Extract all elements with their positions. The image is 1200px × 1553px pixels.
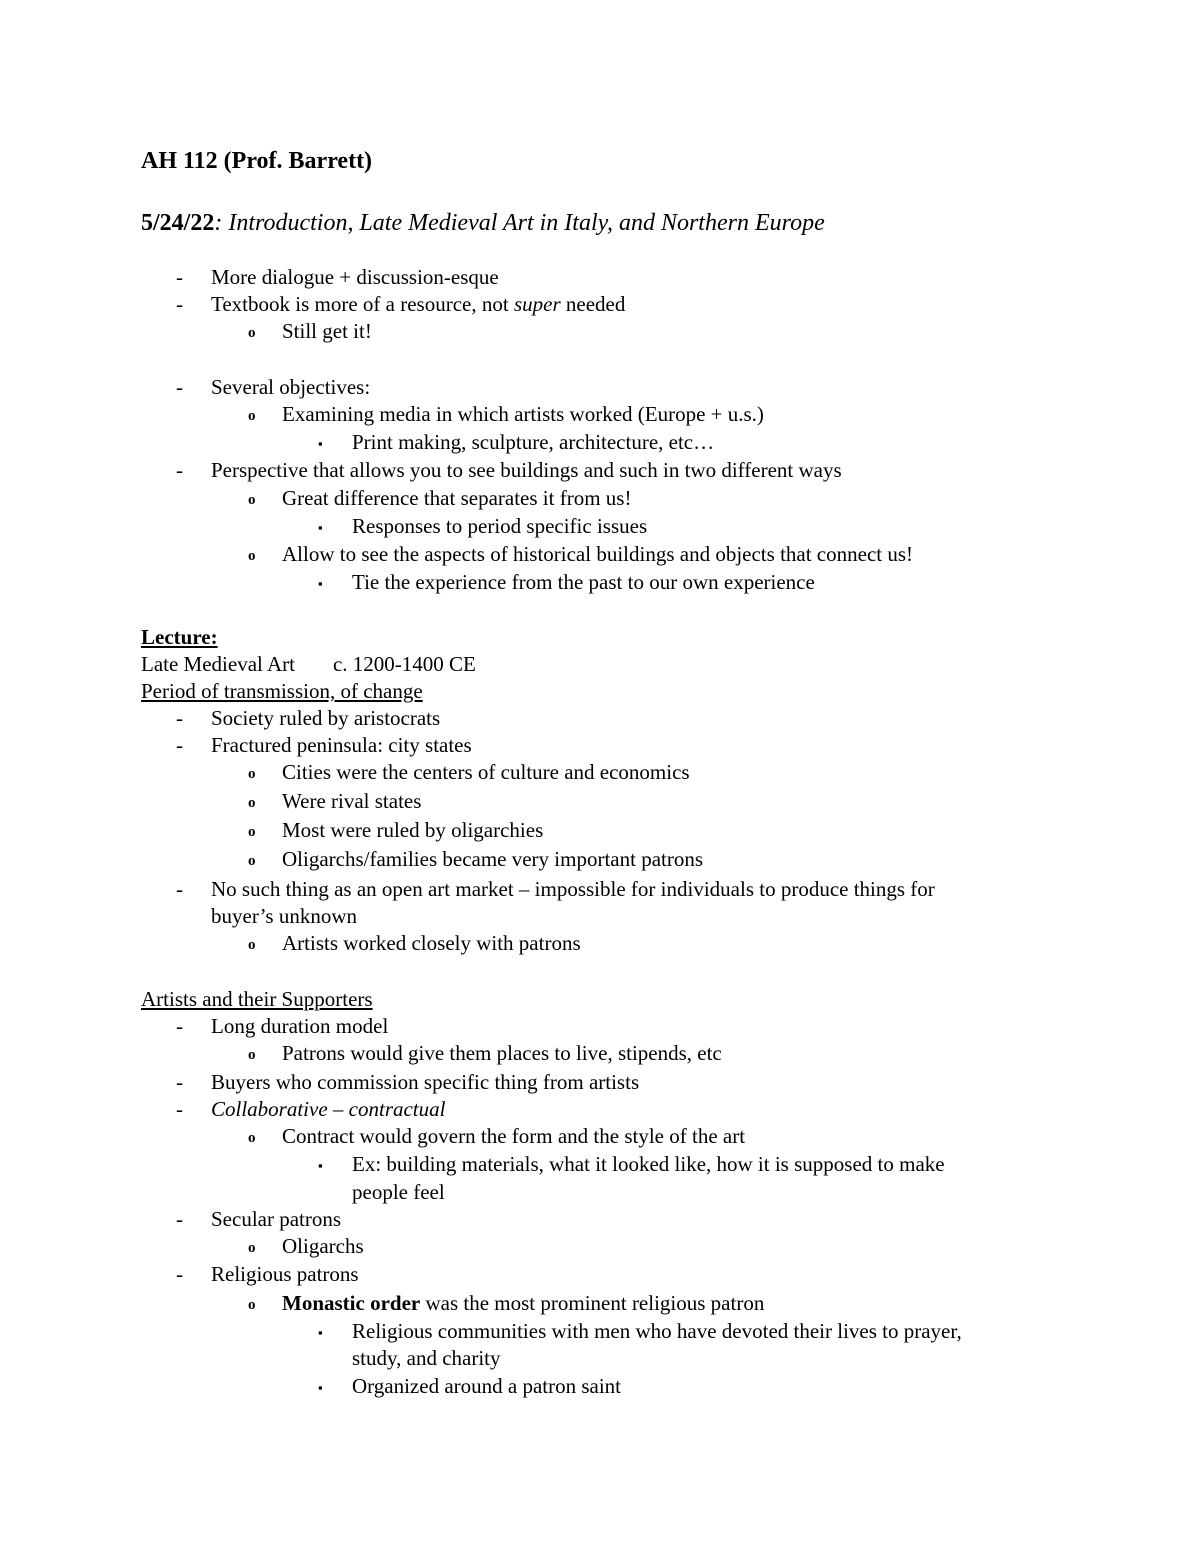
square-bullet-marker: ▪: [318, 436, 323, 451]
note-line: Cities were the centers of culture and economics: [282, 760, 690, 784]
circle-bullet-marker: o: [248, 795, 256, 811]
circle-bullet-marker: o: [248, 1130, 256, 1146]
dash-marker: -: [176, 706, 183, 730]
dash-marker: -: [176, 292, 183, 316]
note-line: buyer’s unknown: [211, 904, 358, 928]
lecture-date: 5/24/22: [141, 210, 215, 236]
note-line: Religious patrons: [211, 1262, 359, 1286]
dash-marker: -: [176, 1207, 183, 1231]
note-line: Perspective that allows you to see buildings and such in two different ways: [211, 458, 842, 482]
note-line: [211, 291, 625, 318]
note-text: Textbook is more of a resource, not: [211, 292, 514, 316]
note-line: Ex: building materials, what it looked like, how it is supposed to make: [352, 1152, 945, 1176]
lecture-subtitle: Introduction, Late Medieval Art in Italy, and Northern Europe: [222, 210, 825, 236]
emphasis-text: super: [513, 292, 561, 316]
dash-marker: -: [176, 458, 183, 482]
note-line: Patrons would give them places to live, stipends, etc: [282, 1041, 722, 1065]
circle-bullet-marker: o: [248, 1047, 256, 1063]
square-bullet-marker: ▪: [318, 520, 323, 535]
note-line: Secular patrons: [211, 1207, 342, 1231]
note-line: Artists worked closely with patrons: [282, 931, 581, 955]
note-line: Several objectives:: [211, 375, 371, 399]
dash-marker: -: [176, 1097, 183, 1121]
note-line: Tie the experience from the past to our own experience: [352, 570, 815, 594]
dash-marker: -: [176, 265, 183, 289]
dash-marker: -: [176, 375, 183, 399]
note-line: [282, 1290, 764, 1317]
era-label: Late Medieval Art: [141, 652, 295, 676]
circle-bullet-marker: o: [248, 766, 256, 782]
note-line: Organized around a patron saint: [352, 1374, 622, 1398]
date-colon: :: [214, 210, 223, 236]
note-line: Most were ruled by oligarchies: [282, 818, 544, 842]
lecture-date-heading: [141, 208, 825, 238]
era-dates: c. 1200-1400 CE: [332, 652, 476, 676]
circle-bullet-marker: o: [248, 325, 256, 341]
note-line: Still get it!: [282, 319, 372, 343]
era-line: [141, 651, 476, 678]
circle-bullet-marker: o: [248, 937, 256, 953]
note-line: Allow to see the aspects of historical buildings and objects that connect us!: [282, 542, 914, 566]
note-text: needed: [560, 292, 626, 316]
square-bullet-marker: ▪: [318, 1325, 323, 1340]
note-text: was the most prominent religious patron: [420, 1291, 765, 1315]
note-line: Responses to period specific issues: [352, 514, 648, 538]
note-line: Were rival states: [282, 789, 422, 813]
circle-bullet-marker: o: [248, 853, 256, 869]
circle-bullet-marker: o: [248, 1297, 256, 1313]
circle-bullet-marker: o: [248, 492, 256, 508]
note-line: Religious communities with men who have devoted their lives to prayer,: [352, 1319, 962, 1343]
square-bullet-marker: ▪: [318, 1380, 323, 1395]
note-line: More dialogue + discussion-esque: [211, 265, 499, 289]
note-line: Buyers who commission specific thing from artists: [211, 1070, 640, 1094]
dash-marker: -: [176, 1262, 183, 1286]
note-line: Collaborative – contractual: [211, 1097, 446, 1121]
note-line: Society ruled by aristocrats: [211, 706, 441, 730]
note-line: Great difference that separates it from us!: [282, 486, 632, 510]
circle-bullet-marker: o: [248, 548, 256, 564]
section-heading: Artists and their Supporters: [141, 987, 373, 1011]
note-line: Contract would govern the form and the style of the art: [282, 1124, 746, 1148]
circle-bullet-marker: o: [248, 408, 256, 424]
square-bullet-marker: ▪: [318, 576, 323, 591]
dash-marker: -: [176, 1014, 183, 1038]
note-line: people feel: [352, 1180, 445, 1204]
lecture-heading: Lecture:: [141, 625, 218, 649]
note-line: study, and charity: [352, 1346, 501, 1370]
note-line: Oligarchs/families became very important patrons: [282, 847, 704, 871]
dash-marker: -: [176, 733, 183, 757]
note-line: Long duration model: [211, 1014, 389, 1038]
bold-term: Monastic order: [282, 1291, 421, 1315]
circle-bullet-marker: o: [248, 1240, 256, 1256]
section-heading: Period of transmission, of change: [141, 679, 423, 703]
note-line: Fractured peninsula: city states: [211, 733, 472, 757]
circle-bullet-marker: o: [248, 824, 256, 840]
note-line: Examining media in which artists worked (Europe + u.s.): [282, 402, 764, 426]
square-bullet-marker: ▪: [318, 1158, 323, 1173]
dash-marker: -: [176, 877, 183, 901]
note-line: Print making, sculpture, architecture, etc…: [352, 430, 715, 454]
note-line: No such thing as an open art market – impossible for individuals to produce things for: [211, 877, 935, 901]
page-title: AH 112 (Prof. Barrett): [141, 148, 373, 174]
note-line: Oligarchs: [282, 1234, 364, 1258]
dash-marker: -: [176, 1070, 183, 1094]
